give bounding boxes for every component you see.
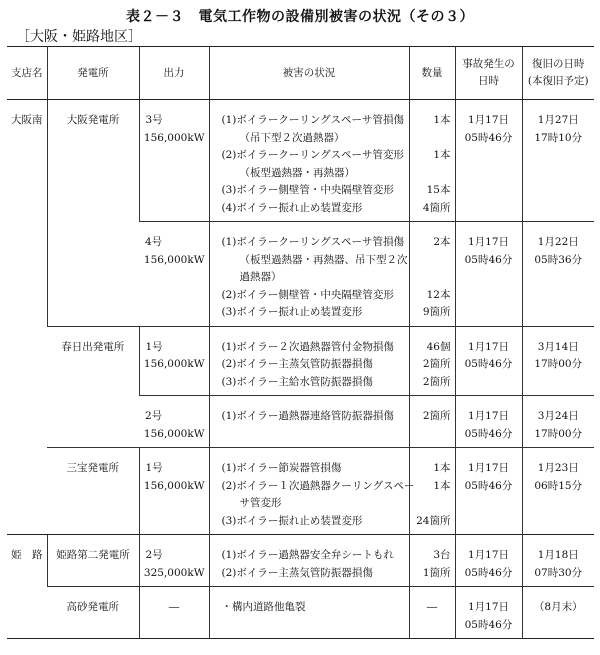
damage-line: (3)ボイラー側壁管・中央隔壁管変形 (221, 184, 394, 196)
restoration-line: 1月23日 (537, 462, 579, 474)
header-occurrence (455, 47, 522, 100)
damage-line: (2)ボイラー側壁管・中央隔壁管変形 (221, 288, 394, 301)
occurrence-cell (455, 448, 522, 535)
occurrence-line: 1月17日 (467, 114, 510, 126)
output-cell (139, 535, 209, 587)
plant-cell (47, 587, 139, 639)
restoration-cell (522, 100, 594, 222)
restoration-line: 3月24日 (537, 410, 579, 422)
restoration-line: 17時00分 (534, 358, 583, 370)
damage-table (7, 46, 594, 639)
quantity-line: 2箇所 (422, 358, 451, 370)
quantity-line: 1本 (433, 479, 451, 492)
header-quantity: 数量 (409, 47, 455, 100)
table-row (7, 326, 594, 396)
occurrence-cell (455, 222, 522, 327)
table-body (7, 100, 594, 639)
occurrence-line: 05時46分 (464, 618, 513, 631)
header-restoration-line: (本復旧予定) (527, 75, 589, 87)
occurrence-cell (455, 587, 522, 639)
quantity-line: 1本 (433, 149, 451, 161)
table-title: 表２－３ 電気工作物の設備別被害の状況（その３） (126, 9, 474, 25)
branch-name: 姫 路 (11, 549, 43, 561)
occurrence-line: 05時46分 (464, 427, 513, 440)
damage-line: (1)ボイラー２次過熱器管付金物損傷 (221, 340, 394, 353)
plant-name: 三宝発電所 (66, 462, 119, 474)
quantity-line: 3台 (433, 549, 451, 561)
output-line: 156,000kW (143, 253, 205, 266)
output-line: 2号 (145, 410, 163, 422)
plant-name: 高砂発電所 (66, 601, 119, 613)
occurrence-line: 1月17日 (467, 236, 510, 248)
restoration-line: 1月27日 (537, 114, 579, 126)
quantity-line (410, 130, 455, 148)
damage-line: 過熱器） (239, 271, 282, 283)
damage-line: （板型過熱器・再熱器、吊下型２次 (239, 253, 408, 266)
output-cell (139, 222, 209, 327)
quantity-line: 1本 (433, 462, 451, 474)
damage-line: （吊下型２次過熱器） (239, 131, 345, 144)
damage-cell (209, 326, 409, 396)
damage-line: (1)ボイラー節炭器管損傷 (221, 462, 342, 474)
quantity-line (410, 165, 455, 183)
plant-cell (47, 100, 139, 327)
output-line: 4号 (145, 236, 163, 248)
plant-cell (47, 535, 139, 587)
damage-line: (2)ボイラー主蒸気管防振器損傷 (221, 566, 373, 579)
restoration-line: 1月22日 (537, 236, 579, 248)
damage-line: (1)ボイラー過熱器連絡管防振器損傷 (221, 410, 394, 422)
header-restoration (522, 47, 594, 100)
quantity-line: 9箇所 (422, 306, 451, 318)
restoration-line: 05時36分 (534, 253, 583, 266)
occurrence-line: 1月17日 (467, 549, 510, 561)
output-line: 1号 (145, 462, 163, 474)
quantity-line: 46個 (426, 340, 451, 353)
damage-line: (1)ボイラー過熱器安全弁シートもれ (221, 549, 394, 561)
output-cell (139, 326, 209, 396)
restoration-line: 1月18日 (537, 549, 579, 561)
output-cell (139, 448, 209, 535)
quantity-line (410, 252, 455, 270)
quantity-cell (409, 222, 455, 327)
table-row (7, 587, 594, 639)
quantity-cell (409, 326, 455, 396)
header-branch: 支店名 (7, 47, 47, 100)
occurrence-cell (455, 100, 522, 222)
restoration-line: 07時30分 (534, 566, 583, 579)
damage-line: (3)ボイラー主給水管防振器損傷 (221, 375, 373, 388)
quantity-cell (409, 587, 455, 639)
output-line: 325,000kW (143, 566, 205, 579)
output-cell (139, 396, 209, 448)
restoration-line: 06時15分 (534, 479, 583, 492)
table-row (7, 535, 594, 587)
quantity-line: 24箇所 (416, 514, 451, 527)
occurrence-line: 1月17日 (467, 601, 510, 613)
quantity-line: 2本 (433, 236, 451, 248)
damage-line: (4)ボイラー振れ止め装置変形 (221, 201, 363, 214)
quantity-line: 2箇所 (422, 375, 451, 388)
occurrence-line: 05時46分 (464, 131, 513, 144)
header-restoration-line: 復旧の日時 (532, 58, 585, 70)
damage-line: (3)ボイラー振れ止め装置変形 (221, 514, 363, 527)
output-line: 156,000kW (143, 358, 205, 370)
restoration-line: 17時00分 (534, 427, 583, 440)
quantity-cell (409, 448, 455, 535)
occurrence-line: 05時46分 (464, 253, 513, 266)
occurrence-cell (455, 396, 522, 448)
branch-cell (7, 535, 47, 639)
output-line: 2号 (145, 549, 163, 561)
occurrence-cell (455, 535, 522, 587)
quantity-line: 12本 (426, 288, 451, 301)
header-occurrence-line: 日時 (478, 75, 499, 87)
branch-name: 大阪南 (11, 114, 43, 126)
damage-cell (209, 396, 409, 448)
restoration-line: （8月末） (533, 601, 583, 613)
damage-cell (209, 535, 409, 587)
restoration-cell (522, 326, 594, 396)
output-cell (139, 587, 209, 639)
damage-line: (2)ボイラー主蒸気管防振器損傷 (221, 358, 373, 370)
damage-line: サ管変形 (239, 497, 282, 509)
restoration-line: 17時10分 (534, 131, 583, 144)
quantity-cell (409, 396, 455, 448)
damage-cell (209, 222, 409, 327)
region-subtitle: ［大阪・姫路地区］ (16, 29, 142, 45)
damage-line: (2)ボイラー１次過熱器クーリングスペー (221, 479, 415, 492)
damage-line: (1)ボイラークーリングスペーサ管損傷 (221, 114, 405, 126)
header-plant: 発電所 (47, 47, 139, 100)
plant-name: 春日出発電所 (61, 340, 125, 353)
damage-line: (2)ボイラークーリングスペーサ管変形 (221, 149, 405, 161)
damage-line: （板型過熱器・再熱器） (239, 166, 355, 179)
plant-cell (47, 448, 139, 535)
damage-cell (209, 100, 409, 222)
occurrence-line: 05時46分 (464, 358, 513, 370)
quantity-line: 2箇所 (422, 410, 451, 422)
output-line: 1号 (145, 340, 163, 353)
header-output: 出力 (139, 47, 209, 100)
output-line: 156,000kW (143, 479, 205, 492)
restoration-cell (522, 448, 594, 535)
restoration-cell (522, 222, 594, 327)
restoration-cell (522, 535, 594, 587)
header-occurrence-line: 事故発生の (462, 58, 515, 70)
occurrence-line: 1月17日 (467, 410, 510, 422)
branch-cell (7, 100, 47, 535)
occurrence-cell (455, 326, 522, 396)
occurrence-line: 1月17日 (467, 340, 510, 353)
table-row (7, 100, 594, 222)
output-cell (139, 100, 209, 222)
output-line: 3号 (145, 114, 163, 126)
damage-cell (209, 587, 409, 639)
quantity-line: 15本 (426, 184, 451, 196)
header-damage: 被害の状況 (209, 47, 409, 100)
output-line: 156,000kW (143, 427, 205, 440)
quantity-cell (409, 535, 455, 587)
header-row (7, 47, 594, 100)
output-line: 156,000kW (143, 131, 205, 144)
quantity-line: ― (426, 601, 438, 613)
damage-line: (1)ボイラークーリングスペーサ管損傷 (221, 236, 405, 248)
occurrence-line: 05時46分 (464, 566, 513, 579)
output-line: ― (168, 601, 180, 613)
table-row (7, 448, 594, 535)
quantity-line: 4箇所 (422, 201, 451, 214)
damage-line: ・構内道路他亀裂 (221, 601, 306, 613)
quantity-line: 1箇所 (422, 566, 451, 579)
restoration-cell (522, 396, 594, 448)
plant-name: 姫路第二発電所 (56, 549, 130, 561)
quantity-line (410, 495, 455, 513)
quantity-cell (409, 100, 455, 222)
damage-line: (3)ボイラー振れ止め装置変形 (221, 306, 363, 318)
plant-name: 大阪発電所 (66, 114, 120, 126)
restoration-line: 3月14日 (537, 340, 579, 353)
occurrence-line: 05時46分 (464, 479, 513, 492)
occurrence-line: 1月17日 (467, 462, 510, 474)
damage-cell (209, 448, 415, 535)
restoration-cell (522, 587, 594, 639)
quantity-line: 1本 (433, 114, 451, 126)
plant-cell (47, 326, 139, 448)
quantity-line (410, 269, 455, 287)
